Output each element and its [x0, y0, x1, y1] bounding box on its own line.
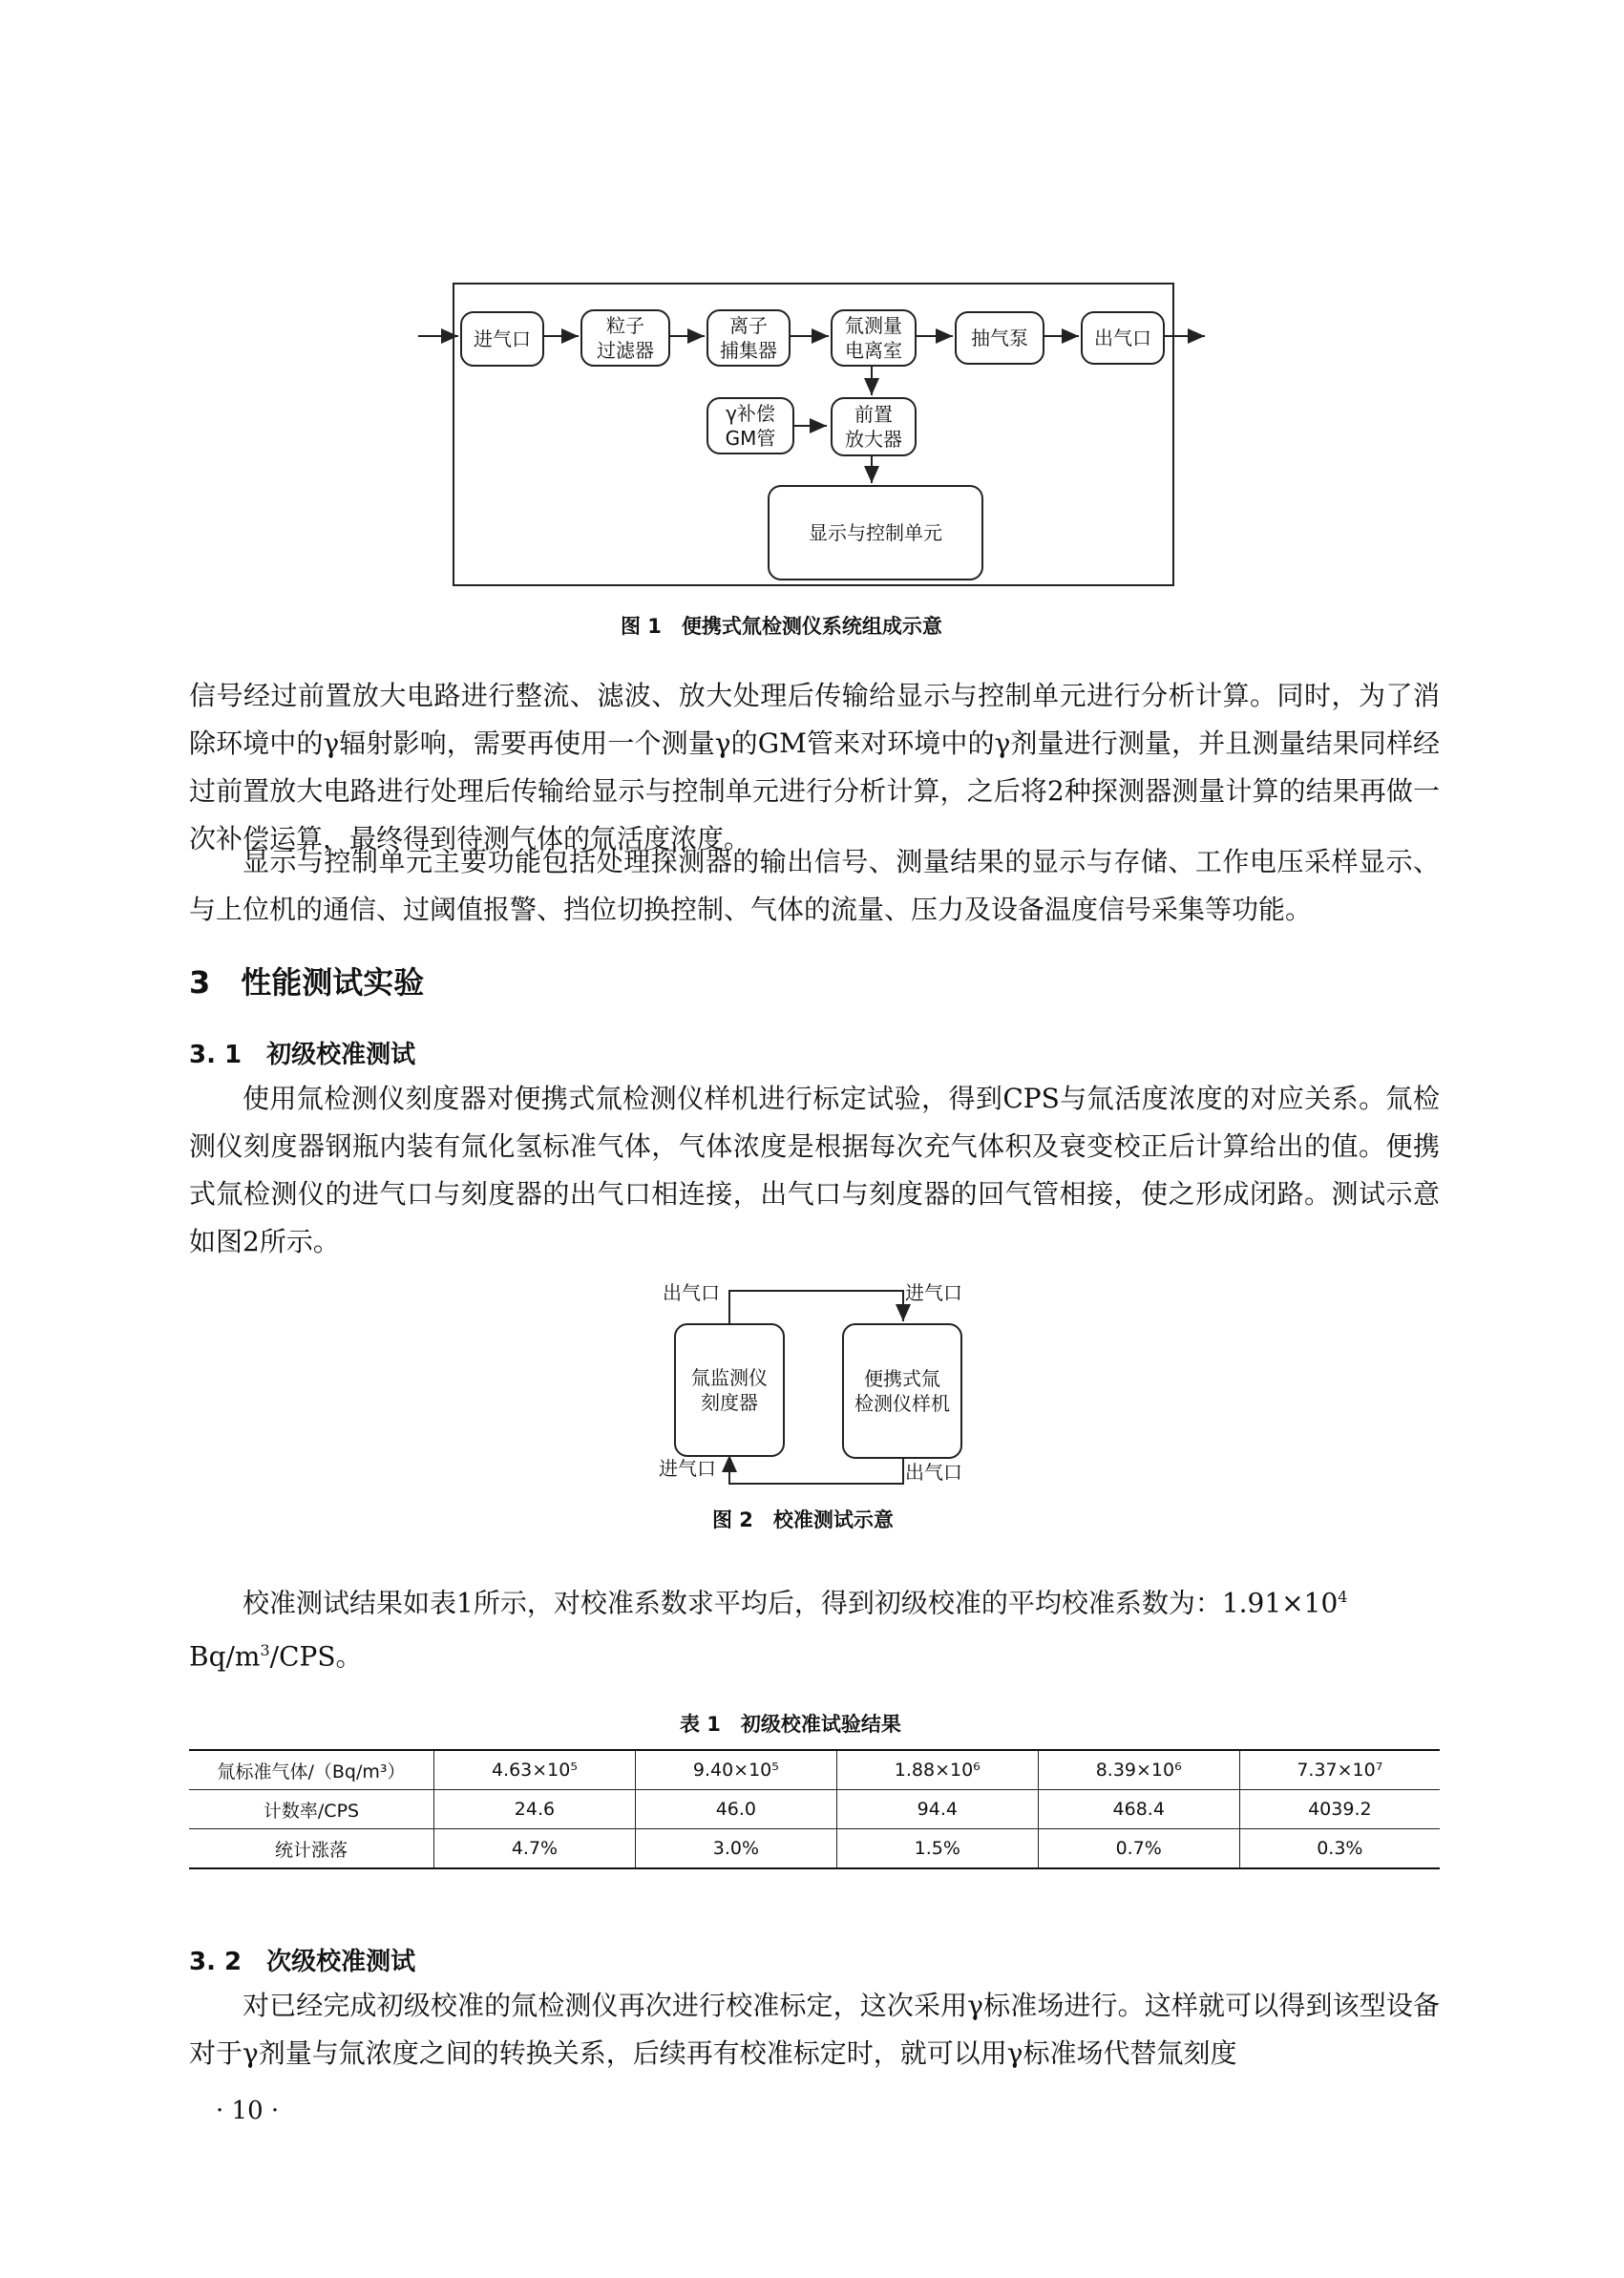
table-cell: 24.6 — [434, 1790, 636, 1829]
calibration-result-text: 校准测试结果如表1所示，对校准系数求平均后，得到初级校准的平均校准系数为：1.91×10 — [243, 1587, 1339, 1619]
paragraph-display-unit-functions: 显示与控制单元主要功能包括处理探测器的输出信号、测量结果的显示与存储、工作电压采样显示、与上位机的通信、过阈值报警、挡位切换控制、气体的流量、压力及设备温度信号采集等功能。 — [189, 846, 1440, 925]
table-cell: 468.4 — [1038, 1790, 1239, 1829]
table-cell: 46.0 — [635, 1790, 836, 1829]
right-outlet-label: 出气口 — [905, 1461, 962, 1484]
left-inlet-label: 进气口 — [659, 1457, 716, 1480]
paragraph-calibration-result — [189, 1573, 1440, 1681]
inlet-box: 进气口 — [460, 311, 544, 367]
table-cell: 9.40×10⁵ — [635, 1750, 836, 1790]
right-inlet-label: 进气口 — [905, 1281, 962, 1304]
figure-1-caption: 图 1 便携式氚检测仪系统组成示意 — [621, 615, 942, 638]
table-1-caption: 表 1 初级校准试验结果 — [680, 1713, 901, 1736]
figure-2 — [0, 1270, 1624, 1547]
table-cell: 4039.2 — [1239, 1790, 1440, 1829]
left-outlet-label: 出气口 — [663, 1281, 720, 1304]
portable-detector-box: 便携式氚 检测仪样机 — [842, 1323, 962, 1459]
table-cell: 94.4 — [836, 1790, 1038, 1829]
table-cell: 1.88×10⁶ — [836, 1750, 1038, 1790]
unit-prefix: Bq/m — [189, 1640, 261, 1673]
table-cell: 7.37×10⁷ — [1239, 1750, 1440, 1790]
ionization-chamber-box: 氚测量 电离室 — [831, 309, 917, 367]
table-row — [189, 1750, 1440, 1790]
table-cell: 4.7% — [434, 1829, 636, 1869]
table-row — [189, 1829, 1440, 1869]
figure-1 — [0, 0, 1624, 659]
page-number: · 10 · — [216, 2097, 280, 2125]
table-cell: 氚标准气体/（Bq/m³） — [189, 1750, 434, 1790]
calibration-result-exponent: 4 — [1338, 1588, 1348, 1606]
table-cell: 统计涨落 — [189, 1829, 434, 1869]
table-cell: 0.3% — [1239, 1829, 1440, 1869]
outlet-box: 出气口 — [1081, 311, 1165, 365]
pump-box: 抽气泵 — [955, 311, 1044, 365]
particle-filter-box: 粒子 过滤器 — [580, 309, 670, 367]
section-3-2-heading: 3. 2 次级校准测试 — [189, 1948, 416, 1976]
calibration-results-table — [189, 1749, 1440, 1869]
gm-tube-box: γ补偿 GM管 — [707, 397, 794, 454]
table-cell: 1.5% — [836, 1829, 1038, 1869]
section-3-1-heading: 3. 1 初级校准测试 — [189, 1041, 416, 1069]
ion-trap-box: 离子 捕集器 — [707, 309, 791, 367]
unit-exponent: 3 — [260, 1641, 270, 1660]
table-row — [189, 1790, 1440, 1829]
paragraph-secondary-calibration: 对已经完成初级校准的氚检测仪再次进行校准标定，这次采用γ标准场进行。这样就可以得到该型设备对于γ剂量与氚浓度之间的转换关系，后续再有校准标定时，就可以用γ标准场代替氚刻度 — [189, 1990, 1440, 2069]
unit-suffix: /CPS。 — [269, 1640, 363, 1673]
paragraph-signal-processing: 信号经过前置放大电路进行整流、滤波、放大处理后传输给显示与控制单元进行分析计算。同时，为了消除环境中的γ辐射影响，需要再使用一个测量γ的GM管来对环境中的γ剂量进行测量，并且测量结果同样经过前置放大电路进行处理后传输给显示与控制单元进行分析计算，之后将2种探测器测量计算的结果再做一次补偿运算，最终得到待测气体的氚活度浓度。 — [189, 680, 1440, 854]
calibrator-box: 氚监测仪 刻度器 — [674, 1323, 785, 1457]
table-cell: 0.7% — [1038, 1829, 1239, 1869]
table-cell: 8.39×10⁶ — [1038, 1750, 1239, 1790]
section-3-heading: 3 性能测试实验 — [189, 964, 425, 1001]
paragraph-primary-calibration: 使用氚检测仪刻度器对便携式氚检测仪样机进行标定试验，得到CPS与氚活度浓度的对应关系。氚检测仪刻度器钢瓶内装有氚化氢标准气体，气体浓度是根据每次充气体积及衰变校正后计算给出的值。便携式氚检测仪的进气口与刻度器的出气口相连接，出气口与刻度器的回气管相接，使之形成闭路。测试示意如图2所示。 — [189, 1083, 1440, 1257]
figure-2-caption: 图 2 校准测试示意 — [712, 1508, 894, 1531]
table-cell: 4.63×10⁵ — [434, 1750, 636, 1790]
table-cell: 计数率/CPS — [189, 1790, 434, 1829]
display-control-unit-box: 显示与控制单元 — [768, 485, 983, 580]
table-cell: 3.0% — [635, 1829, 836, 1869]
preamp-box: 前置 放大器 — [831, 397, 917, 456]
